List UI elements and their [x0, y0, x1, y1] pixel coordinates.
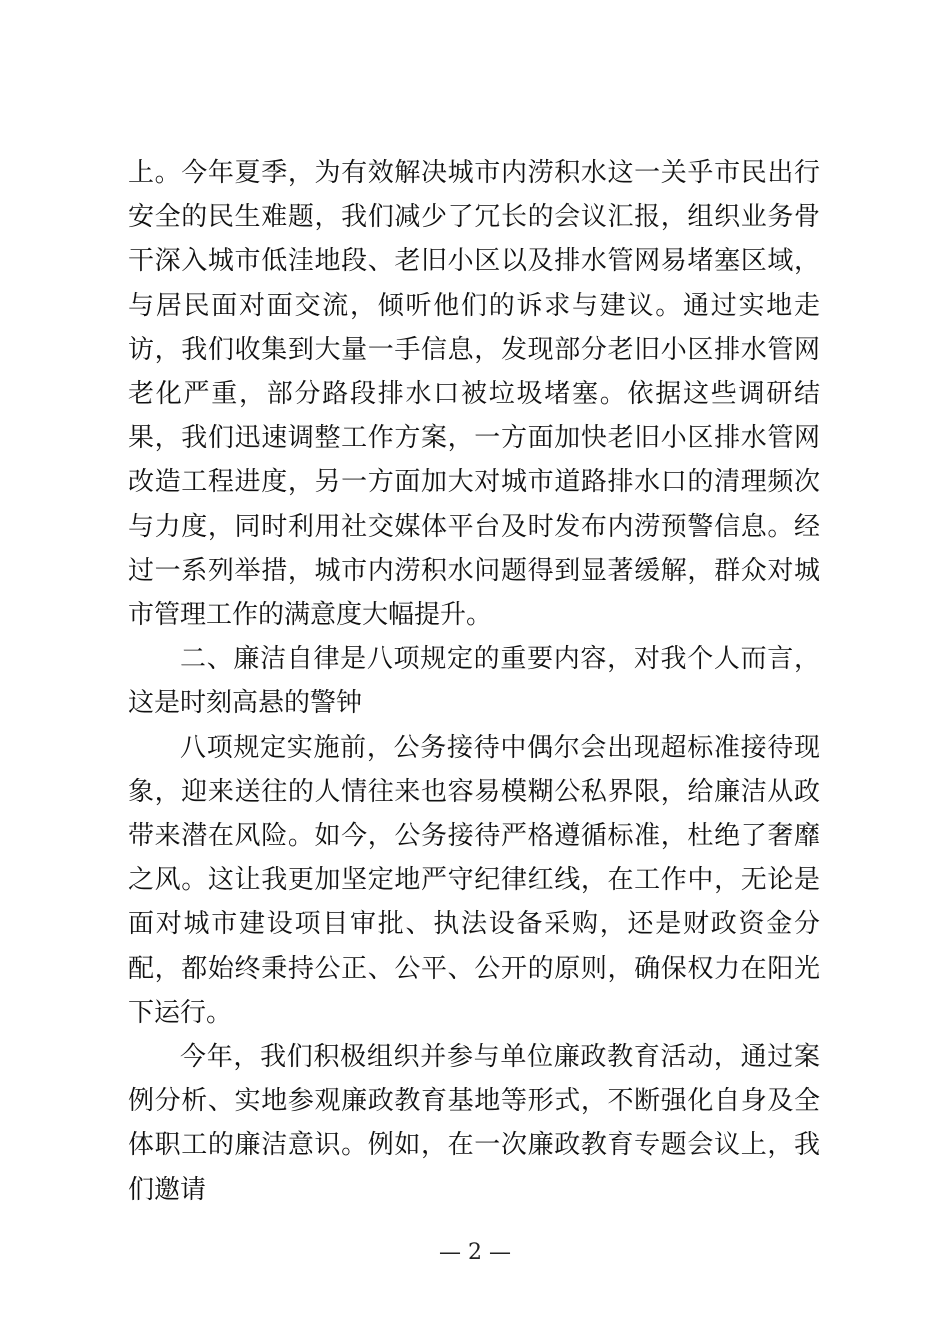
- paragraph-this-year: 今年，我们积极组织并参与单位廉政教育活动，通过案例分析、实地参观廉政教育基地等形式，不断强化自身及全体职工的廉洁意识。例如，在一次廉政教育专题会议上，我们邀请: [128, 1042, 820, 1205]
- document-body: [128, 151, 820, 1212]
- section-heading-2: 二、廉洁自律是八项规定的重要内容，对我个人而言，这是时刻高悬的警钟: [128, 644, 820, 719]
- paragraph-eight-rules: 八项规定实施前，公务接待中偶尔会出现超标准接待现象，迎来送往的人情往来也容易模糊公私界限，给廉洁从政带来潜在风险。如今，公务接待严格遵循标准，杜绝了奢靡之风。这让我更加坚定地严守纪律红线，在工作中，无论是面对城市建设项目审批、执法设备采购，还是财政资金分配，都始终秉持公正、公平、公开的原则，确保权力在阳光下运行。: [128, 732, 820, 1028]
- paragraph-continuation: 上。今年夏季，为有效解决城市内涝积水这一关乎市民出行安全的民生难题，我们减少了冗长的会议汇报，组织业务骨干深入城市低洼地段、老旧小区以及排水管网易堵塞区域，与居民面对面交流，倾听他们的诉求与建议。通过实地走访，我们收集到大量一手信息，发现部分老旧小区排水管网老化严重，部分路段排水口被垃圾堵塞。依据这些调研结果，我们迅速调整工作方案，一方面加快老旧小区排水管网改造工程进度，另一方面加大对城市道路排水口的清理频次与力度，同时利用社交媒体平台及时发布内涝预警信息。经过一系列举措，城市内涝积水问题得到显著缓解，群众对城市管理工作的满意度大幅提升。: [128, 158, 820, 631]
- page-number: — 2 —: [439, 1240, 511, 1265]
